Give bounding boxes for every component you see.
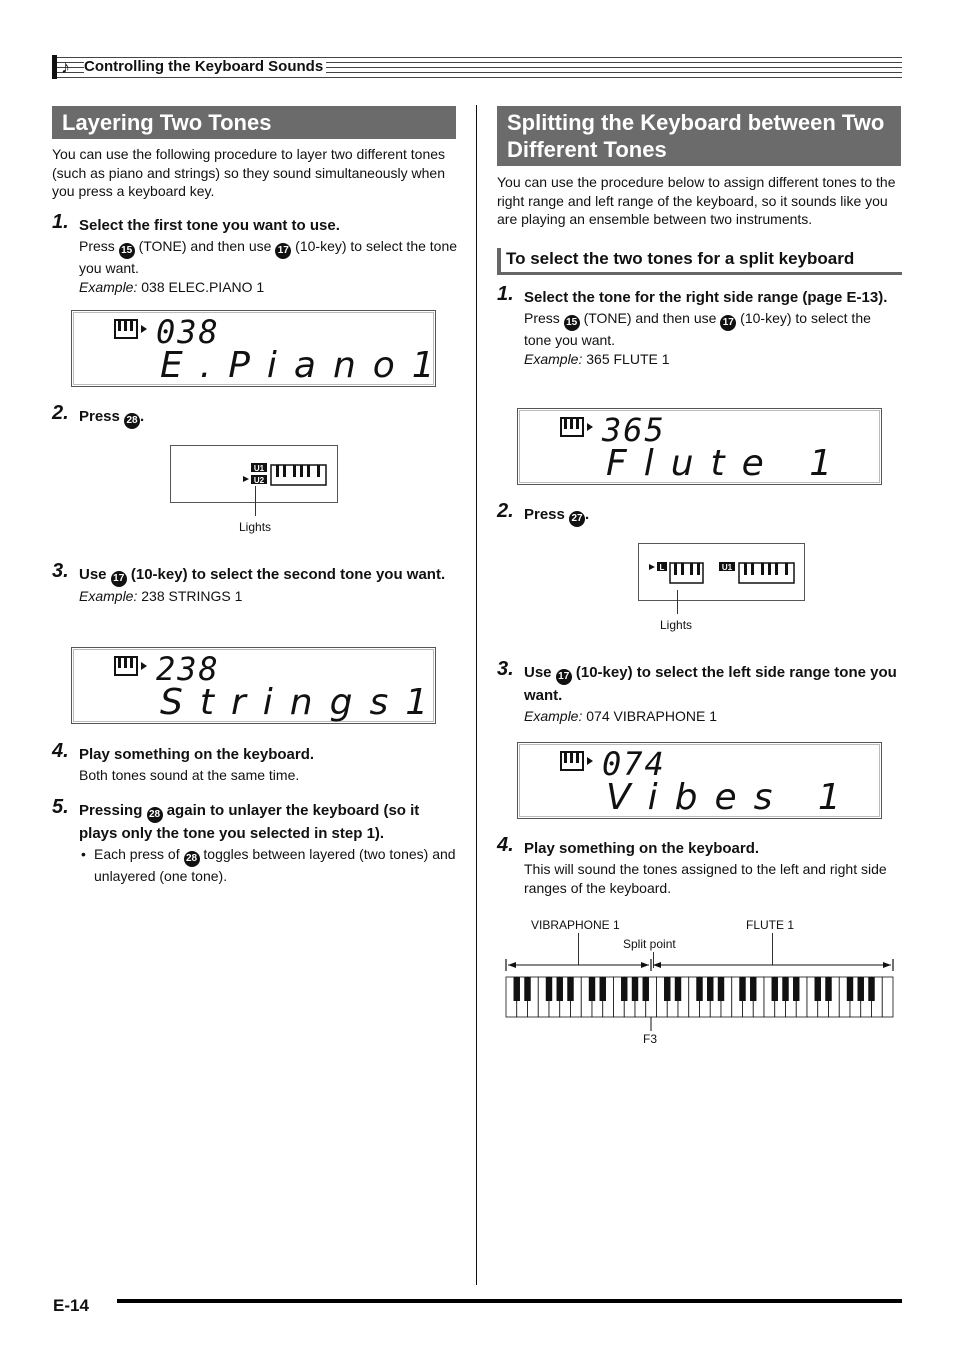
black-key bbox=[546, 977, 552, 1001]
keyboard-icon bbox=[560, 417, 600, 439]
black-key bbox=[847, 977, 853, 1001]
desc-text: (TONE) and then use bbox=[138, 238, 272, 254]
step-example bbox=[524, 350, 902, 369]
splitting-intro: You can use the procedure below to assign different tones to the right range and left range of the keyboard, so it sounds like you are playing an ensemble between two instruments. bbox=[497, 174, 896, 227]
button-15-icon: 15 bbox=[564, 315, 580, 331]
bullet-text: toggles between layered (two tones) and unlayered (one tone). bbox=[94, 846, 456, 884]
lcd-tone-name: E.Piano1 bbox=[160, 345, 452, 386]
lcd-display bbox=[71, 310, 452, 387]
desc-text: (TONE) and then use bbox=[583, 310, 717, 326]
black-key bbox=[567, 977, 573, 1001]
step-number: 5. bbox=[52, 796, 69, 818]
step-number: 2. bbox=[52, 402, 69, 424]
split-step-3 bbox=[497, 658, 902, 726]
section-heading-splitting: Splitting the Keyboard between Two Different Tones bbox=[497, 106, 901, 166]
step-title-text: Use bbox=[524, 664, 552, 681]
step-number: 4. bbox=[497, 834, 514, 856]
step-example bbox=[524, 707, 902, 726]
button-15-icon: 15 bbox=[119, 243, 135, 259]
desc-text: (10-key) to select the tone you want. bbox=[79, 238, 458, 276]
step-title-text: Pressing bbox=[79, 802, 143, 819]
example-value: 074 VIBRAPHONE 1 bbox=[586, 708, 717, 724]
running-header bbox=[52, 55, 902, 79]
lights-label: Lights bbox=[239, 520, 272, 534]
example-value: 238 STRINGS 1 bbox=[141, 588, 243, 604]
split-step-1 bbox=[497, 283, 902, 368]
split-step-2 bbox=[497, 500, 902, 527]
split-step-4 bbox=[497, 834, 902, 897]
lcd-tone-name: Vibes 1 bbox=[606, 777, 858, 818]
black-key bbox=[739, 977, 745, 1001]
black-key bbox=[664, 977, 670, 1001]
black-key bbox=[815, 977, 821, 1001]
step-title bbox=[79, 564, 459, 587]
button-28-icon: 28 bbox=[124, 413, 140, 429]
button-17-icon: 17 bbox=[556, 669, 572, 685]
step-title: Select the first tone you want to use. bbox=[79, 217, 340, 234]
example-value: 038 ELEC.PIANO 1 bbox=[141, 278, 265, 295]
layer-step-5 bbox=[52, 796, 459, 886]
black-key bbox=[718, 977, 724, 1001]
layer-step-1 bbox=[52, 211, 459, 296]
lcd-display bbox=[517, 742, 882, 819]
bullet-icon: • bbox=[81, 846, 86, 862]
step-title: Play something on the keyboard. bbox=[524, 840, 760, 857]
step-title: Select the tone for the right side range (page E-13). bbox=[524, 289, 888, 306]
desc-text: Press bbox=[79, 238, 115, 254]
step-desc bbox=[79, 237, 459, 278]
lights-pointer bbox=[677, 590, 678, 614]
step-number: 3. bbox=[52, 560, 69, 582]
svg-text:L: L bbox=[659, 563, 665, 572]
layer-step-3 bbox=[52, 560, 459, 606]
header-title: Controlling the Keyboard Sounds bbox=[84, 58, 326, 75]
step-desc: This will sound the tones assigned to the left and right side ranges of the keyboard. bbox=[524, 861, 887, 896]
button-17-icon: 17 bbox=[111, 571, 127, 587]
step-title bbox=[79, 800, 459, 845]
lcd-tone-number: 238 bbox=[156, 650, 220, 688]
keyboard-icon bbox=[560, 751, 600, 773]
black-key bbox=[707, 977, 713, 1001]
step-number: 1. bbox=[52, 211, 69, 233]
black-key bbox=[600, 977, 606, 1001]
section-heading-layering: Layering Two Tones bbox=[52, 106, 456, 139]
desc-text: Press bbox=[524, 310, 560, 326]
step-title: Press 28 . bbox=[79, 406, 459, 429]
button-27-icon: 27 bbox=[569, 511, 585, 527]
keyboard-icon bbox=[114, 319, 154, 341]
step-example bbox=[79, 587, 459, 606]
black-key bbox=[858, 977, 864, 1001]
footer-rule bbox=[117, 1299, 902, 1303]
step-example bbox=[79, 278, 459, 297]
step-title-text: (10-key) to select the left side range tone you want. bbox=[524, 664, 897, 704]
black-key bbox=[675, 977, 681, 1001]
lcd-display bbox=[517, 408, 882, 485]
layer-step-2 bbox=[52, 402, 459, 429]
step-number: 4. bbox=[52, 740, 69, 762]
range-arrows bbox=[506, 959, 893, 971]
desc-text: (10-key) to select the tone you want. bbox=[524, 310, 871, 348]
split-note-label: F3 bbox=[643, 1032, 658, 1046]
step-number: 1. bbox=[497, 283, 514, 305]
example-label: Example: bbox=[79, 588, 138, 604]
button-28-icon: 28 bbox=[147, 807, 163, 823]
black-key bbox=[632, 977, 638, 1001]
svg-text:U2: U2 bbox=[253, 476, 265, 485]
black-key bbox=[772, 977, 778, 1001]
step-title: Play something on the keyboard. bbox=[79, 746, 315, 763]
layer-step-4 bbox=[52, 740, 459, 785]
keyboard-diagram bbox=[500, 955, 900, 1035]
black-key bbox=[557, 977, 563, 1001]
split-indicator-panel bbox=[638, 543, 805, 601]
black-key bbox=[621, 977, 627, 1001]
step-desc: Both tones sound at the same time. bbox=[79, 767, 300, 783]
keyboard-icon bbox=[114, 656, 154, 678]
black-key bbox=[825, 977, 831, 1001]
split-point-label: Split point bbox=[623, 937, 676, 951]
lights-pointer bbox=[255, 486, 256, 516]
step-title-text: Use bbox=[79, 566, 107, 583]
black-key bbox=[524, 977, 530, 1001]
white-key bbox=[882, 977, 893, 1017]
black-key bbox=[750, 977, 756, 1001]
bullet-text: Each press of bbox=[94, 846, 180, 862]
lights-label: Lights bbox=[660, 618, 693, 632]
button-17-icon: 17 bbox=[275, 243, 291, 259]
lcd-tone-number: 038 bbox=[156, 313, 220, 351]
column-divider bbox=[476, 105, 477, 1285]
example-label: Example: bbox=[79, 278, 138, 295]
example-label: Example: bbox=[524, 350, 583, 367]
step-title-text: again to unlayer the keyboard (so it plays only the tone you selected in step 1). bbox=[79, 802, 420, 842]
step-title-text: Press bbox=[79, 408, 120, 425]
music-note-icon: ♪ bbox=[61, 57, 70, 77]
black-key bbox=[589, 977, 595, 1001]
step-title-text: Press bbox=[524, 506, 565, 523]
header-mark bbox=[52, 55, 57, 79]
svg-text:U1: U1 bbox=[721, 563, 733, 572]
black-key bbox=[868, 977, 874, 1001]
black-key bbox=[514, 977, 520, 1001]
subheading-split-tones: To select the two tones for a split keyboard bbox=[497, 248, 902, 275]
step-number: 3. bbox=[497, 658, 514, 680]
lcd-display bbox=[71, 647, 446, 724]
layering-intro: You can use the following procedure to layer two different tones (such as piano and strings) so they sound simultaneously when you press a keyboard key. bbox=[52, 146, 446, 199]
lcd-tone-name: Flute 1 bbox=[606, 443, 850, 484]
piano-keys bbox=[506, 977, 893, 1017]
step-title: Press 27 . bbox=[524, 504, 902, 527]
lcd-tone-number: 365 bbox=[602, 411, 666, 449]
split-indicator-icon bbox=[647, 560, 802, 586]
layer-indicator-panel bbox=[170, 445, 338, 503]
black-key bbox=[643, 977, 649, 1001]
right-range-label: FLUTE 1 bbox=[746, 918, 795, 932]
left-range-label: VIBRAPHONE 1 bbox=[531, 918, 620, 932]
step-title-text: (10-key) to select the second tone you want. bbox=[130, 566, 446, 583]
button-17-icon: 17 bbox=[720, 315, 736, 331]
lcd-tone-number: 074 bbox=[602, 745, 666, 783]
black-key bbox=[696, 977, 702, 1001]
step-desc bbox=[524, 309, 902, 350]
black-key bbox=[782, 977, 788, 1001]
step-number: 2. bbox=[497, 500, 514, 522]
button-28-icon: 28 bbox=[184, 851, 200, 867]
step-title bbox=[524, 662, 902, 707]
black-key bbox=[793, 977, 799, 1001]
example-value: 365 FLUTE 1 bbox=[586, 350, 670, 367]
bullet-note bbox=[79, 845, 459, 886]
lcd-tone-name: Strings1 bbox=[160, 682, 446, 723]
svg-text:U1: U1 bbox=[253, 464, 265, 473]
page-number: E-14 bbox=[53, 1296, 89, 1315]
example-label: Example: bbox=[524, 708, 583, 724]
